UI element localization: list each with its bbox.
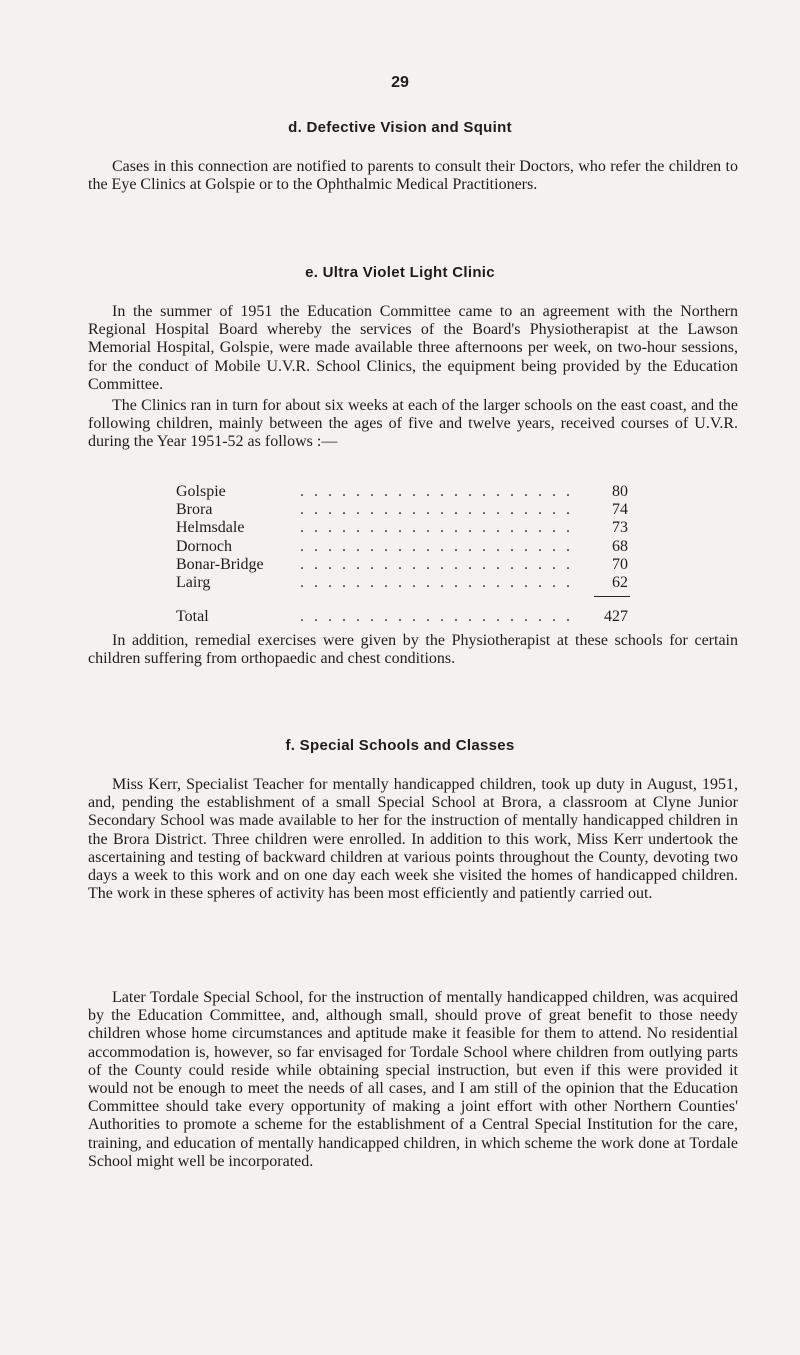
school-name: Bonar-Bridge	[176, 555, 264, 573]
section-d-heading: d. Defective Vision and Squint	[288, 119, 512, 136]
section-f-heading: f. Special Schools and Classes	[285, 737, 515, 754]
table-row: Helmsdale . . . . . . . . . . . . . . . . . . . . 73	[176, 519, 628, 537]
section-f-paragraph-1: Miss Kerr, Specialist Teacher for mentally handicapped children, took up duty in August, 1951, and, pending the establishment of a small Special School at Brora, a classroom at Clyne Junior Secondary School was made available to her for the instruction of mentally handicapped children in the Brora District. Three children were enrolled. In addition to this work, Miss Kerr undertook the ascertaining and testing of backward children at various points throughout the County, devoting two days a week to this work and on one day each week she visited the homes of handicapped children. The work in these spheres of activity has been most efficiently and patiently carried out.	[88, 776, 738, 903]
total-label: Total	[176, 608, 209, 625]
school-count: 70	[612, 555, 628, 573]
school-name: Helmsdale	[176, 519, 245, 537]
section-d-paragraph: Cases in this connection are notified to parents to consult their Doctors, who refer the children to the Eye Clinics at Golspie or to the Ophthalmic Medical Practitioners.	[88, 158, 738, 194]
school-name: Brora	[176, 501, 213, 519]
table-row: Bonar-Bridge . . . . . . . . . . . . . . . . . . . . 70	[176, 555, 628, 573]
section-e-paragraph-2: The Clinics ran in turn for about six weeks at each of the larger schools on the east coast, and the following children, mainly between the ages of five and twelve years, received courses of U.V.R. during the Year 1951-52 as follows :—	[88, 397, 738, 451]
page-number: 29	[391, 74, 409, 91]
school-count: 80	[612, 483, 628, 500]
section-e-heading: e. Ultra Violet Light Clinic	[305, 264, 495, 281]
table-row: Brora . . . . . . . . . . . . . . . . . . . . 74	[176, 501, 628, 519]
total-rule	[594, 596, 630, 597]
uvr-courses-table	[176, 483, 628, 592]
section-f-paragraph-2: Later Tordale Special School, for the instruction of mentally handicapped children, was acquired by the Education Committee, and, although small, should prove of great benefit to those needy children whose home circumstances and aptitude make it feasible for them to attend. No residential accommodation is, however, so far envisaged for Tordale School where children from outlying parts of the County could reside while obtaining special instruction, but even if this were provided it would not be enough to meet the needs of all cases, and I am still of the opinion that the Education Committee should take every opportunity of making a joint effort with other Northern Counties' Authorities to promote a scheme for the establishment of a Central Special Institution for the care, training, and education of mentally handicapped children, in which scheme the work done at Tordale School might well be incorporated.	[88, 989, 738, 1170]
school-name: Dornoch	[176, 537, 232, 555]
school-count: 62	[612, 573, 628, 591]
total-value: 427	[604, 608, 628, 625]
school-count: 73	[612, 519, 628, 537]
school-count: 74	[612, 501, 628, 519]
section-e-paragraph-1: In the summer of 1951 the Education Committee came to an agreement with the Northern Regional Hospital Board whereby the services of the Board's Physiotherapist at the Lawson Memorial Hospital, Golspie, were made available three afternoons per week, on two-hour sessions, for the conduct of Mobile U.V.R. School Clinics, the equipment being provided by the Education Committee.	[88, 303, 738, 393]
school-name: Lairg	[176, 573, 211, 591]
total-row: Total . . . . . . . . . . . . . . . . . . . . 427	[176, 608, 628, 625]
school-name: Golspie	[176, 483, 226, 500]
section-e-paragraph-3: In addition, remedial exercises were given by the Physiotherapist at these schools for certain children suffering from orthopaedic and chest conditions.	[88, 632, 738, 668]
table-row: Dornoch . . . . . . . . . . . . . . . . . . . . 68	[176, 537, 628, 555]
school-count: 68	[612, 537, 628, 555]
total-row-wrapper	[176, 608, 628, 626]
table-row: Golspie . . . . . . . . . . . . . . . . . . . . 80	[176, 483, 628, 500]
table-row: Lairg . . . . . . . . . . . . . . . . . . . . 62	[176, 573, 628, 591]
